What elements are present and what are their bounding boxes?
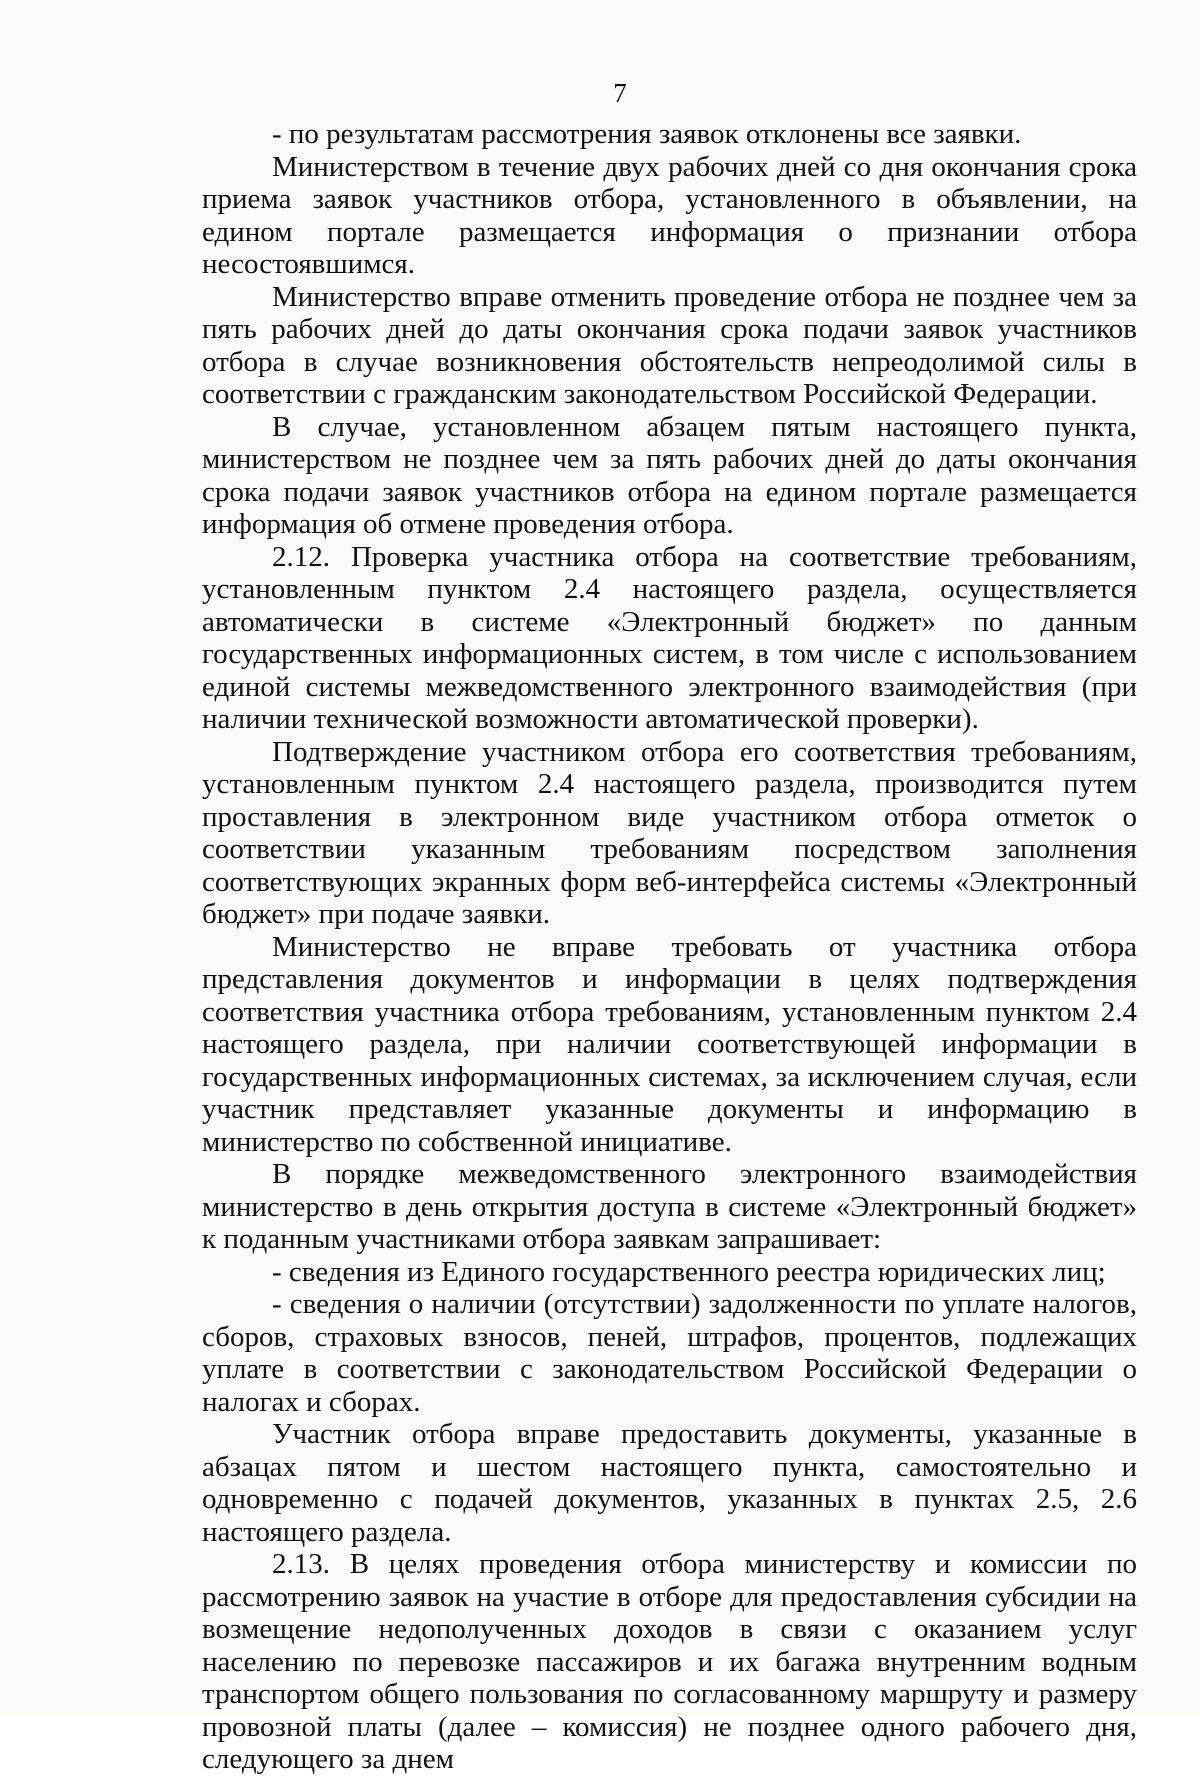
paragraph-3: Министерство вправе отменить проведение отбора не позднее чем за пять рабочих дней до даты окончания срока подачи заявок участников отбора в случае возникновения обстоятельств непреодолимой силы в соответствии с гражданским законодательством Российской Федерации.	[202, 280, 1137, 410]
paragraph-8: В порядке межведомственного электронного взаимодействия министерство в день открытия доступа в системе «Электронный бюджет» к поданным участниками отбора заявкам запрашивает:	[202, 1158, 1137, 1255]
paragraph-9: - сведения из Единого государственного реестра юридических лиц;	[272, 1255, 1106, 1288]
paragraph-12: 2.13. В целях проведения отбора министерству и комиссии по рассмотрению заявок на участие в отборе для предоставления субсидии на возмещение недополученных доходов в связи с оказанием услуг населению по перевозке пассажиров и их багажа внутренним водным транспортом общего пользования по согласованному маршруту и размеру провозной платы (далее – комиссия) не позднее одного рабочего дня, следующего за днем	[202, 1548, 1137, 1775]
paragraph-4: В случае, установленном абзацем пятым настоящего пункта, министерством не позднее чем за пять рабочих дней до даты окончания срока подачи заявок участников отбора на едином портале размещается информация об отмене проведения отбора.	[202, 410, 1137, 540]
paragraph-5: 2.12. Проверка участника отбора на соответствие требованиям, установленным пунктом 2.4 настоящего раздела, осуществляется автоматически в системе «Электронный бюджет» по данным государственных информационных систем, в том числе с использованием единой системы межведомственного электронного взаимодействия (при наличии технической возможности автоматической проверки).	[202, 540, 1137, 735]
document-body	[202, 118, 1137, 1776]
paragraph-1: - по результатам рассмотрения заявок отклонены все заявки.	[272, 118, 1022, 150]
paragraph-10: - сведения о наличии (отсутствии) задолженности по уплате налогов, сборов, страховых взносов, пеней, штрафов, процентов, подлежащих уплате в соответствии с законодательством Российской Федерации о налогах и сборах.	[202, 1288, 1137, 1418]
paragraph-6: Подтверждение участником отбора его соответствия требованиям, установленным пунктом 2.4 настоящего раздела, производится путем проставления в электронном виде участником отбора отметок о соответствии указанным требованиям посредством заполнения соответствующих экранных форм веб-интерфейса системы «Электронный бюджет» при подаче заявки.	[202, 735, 1137, 930]
paragraph-2: Министерством в течение двух рабочих дней со дня окончания срока приема заявок участников отбора, установленного в объявлении, на едином портале размещается информация о признании отбора несостоявшимся.	[202, 150, 1137, 280]
page-number: 7	[613, 78, 627, 108]
paragraph-7: Министерство не вправе требовать от участника отбора представления документов и информации в целях подтверждения соответствия участника отбора требованиям, установленным пунктом 2.4 настоящего раздела, при наличии соответствующей информации в государственных информационных системах, за исключением случая, если участник представляет указанные документы и информацию в министерство по собственной инициативе.	[202, 930, 1137, 1158]
paragraph-11: Участник отбора вправе предоставить документы, указанные в абзацах пятом и шестом настоящего пункта, самостоятельно и одновременно с подачей документов, указанных в пунктах 2.5, 2.6 настоящего раздела.	[202, 1418, 1137, 1548]
